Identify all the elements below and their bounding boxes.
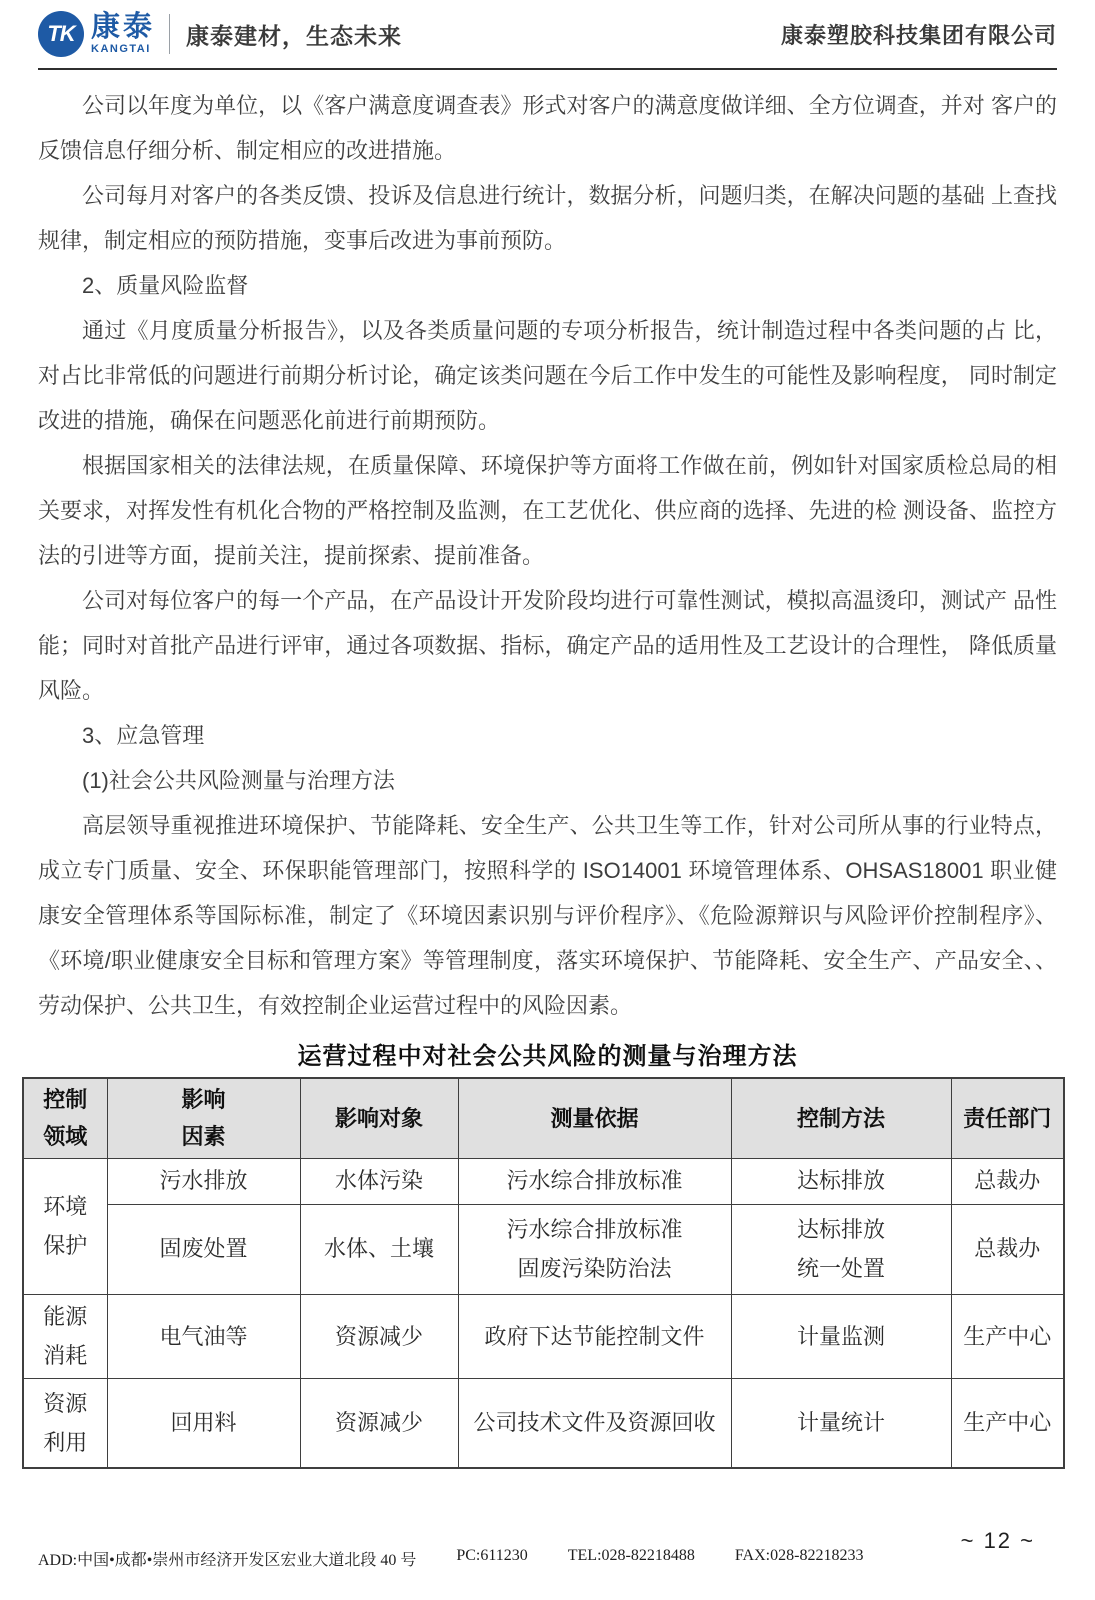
table-title: 运营过程中对社会公共风险的测量与治理方法 — [297, 1043, 798, 1070]
cell-method: 计量统计 — [731, 1378, 951, 1468]
cell-domain-energy: 能源 消耗 — [23, 1294, 107, 1378]
col-header-control-domain: 控制 领域 — [23, 1078, 107, 1158]
table-row — [23, 1378, 1064, 1468]
section-heading-emergency: 3、应急管理 — [82, 723, 205, 748]
footer-tel: TEL:028-82218488 — [567, 1547, 695, 1564]
page-number: ~ 12 ~ — [960, 1528, 1035, 1553]
cell-method: 达标排放 统一处置 — [731, 1204, 951, 1294]
footer-address: ADD:中国•成都•崇州市经济开发区宏业大道北段 40 号 — [38, 1552, 417, 1569]
cell-dept: 总裁办 — [951, 1158, 1064, 1204]
logo-name-cn: 康泰 — [91, 11, 156, 43]
paragraph: 高层领导重视推进环境保护、节能降耗、安全生产、公共卫生等工作，针对公司所从事的行业特点，成立专门质量、安全、环保职能管理部门，按照科学的 ISO14001 环境管理体系、OHSAS18001 职业健康安全管理体系等国际标准，制定了《环境因素识别与评价程序》、《危险源辩识与风险评价控制程序》、《环境/职业健康安全目标和管理方案》等管理制度，落实环境保护、节能降耗、安全生产、产品安全、、劳动保护、公共卫生，有效控制企业运营过程中的风险因素。 — [38, 813, 1057, 1018]
company-logo — [38, 11, 155, 57]
footer-fax: FAX:028-82218233 — [734, 1547, 864, 1564]
table-row — [23, 1294, 1064, 1378]
cell-factor: 污水排放 — [107, 1158, 300, 1204]
col-header-impact-factor: 影响 因素 — [107, 1078, 300, 1158]
paragraph: 公司每月对客户的各类反馈、投诉及信息进行统计，数据分析，问题归类，在解决问题的基础 上查找规律，制定相应的预防措施，变事后改进为事前预防。 — [38, 183, 1057, 253]
col-header-impact-object: 影响对象 — [300, 1078, 458, 1158]
page-header — [0, 0, 1095, 68]
cell-object: 资源减少 — [300, 1294, 458, 1378]
cell-factor: 电气油等 — [107, 1294, 300, 1378]
cell-domain-resource: 资源 利用 — [23, 1378, 107, 1468]
footer-contact-info — [38, 1547, 863, 1570]
col-header-responsible-dept: 责任部门 — [951, 1078, 1064, 1158]
cell-basis: 公司技术文件及资源回收 — [458, 1378, 731, 1468]
cell-domain-environment: 环境 保护 — [23, 1158, 107, 1294]
paragraph: 公司以年度为单位，以《客户满意度调查表》形式对客户的满意度做详细、全方位调查，并对 客户的反馈信息仔细分析、制定相应的改进措施。 — [38, 93, 1057, 163]
paragraph: 通过《月度质量分析报告》，以及各类质量问题的专项分析报告，统计制造过程中各类问题的占 比，对占比非常低的问题进行前期分析讨论，确定该类问题在今后工作中发生的可能性及影响程度， 同时制定改进的措施，确保在问题恶化前进行前期预防。 — [38, 318, 1057, 433]
cell-object: 水体、土壤 — [300, 1204, 458, 1294]
cell-dept: 总裁办 — [951, 1204, 1064, 1294]
header-divider — [169, 14, 170, 54]
col-header-measurement-basis: 测量依据 — [458, 1078, 731, 1158]
table-header-row — [23, 1078, 1064, 1158]
cell-basis: 污水综合排放标准 固废污染防治法 — [458, 1204, 731, 1294]
table-row — [23, 1204, 1064, 1294]
cell-method: 计量监测 — [731, 1294, 951, 1378]
cell-basis: 政府下达节能控制文件 — [458, 1294, 731, 1378]
cell-factor: 固废处置 — [107, 1204, 300, 1294]
paragraph: 公司对每位客户的每一个产品，在产品设计开发阶段均进行可靠性测试，模拟高温烫印，测试产 品性能；同时对首批产品进行评审，通过各项数据、指标，确定产品的适用性及工艺设计的合理性， 降低质量风险。 — [38, 588, 1057, 703]
cell-method: 达标排放 — [731, 1158, 951, 1204]
logo-monogram: TK — [47, 21, 75, 46]
logo-tk-icon — [38, 11, 84, 57]
cell-factor: 回用料 — [107, 1378, 300, 1468]
cell-object: 水体污染 — [300, 1158, 458, 1204]
risk-measurement-table — [22, 1077, 1065, 1469]
footer-postcode: PC:611230 — [456, 1547, 528, 1564]
col-header-control-method: 控制方法 — [731, 1078, 951, 1158]
cell-dept: 生产中心 — [951, 1378, 1064, 1468]
company-tagline: 康泰建材，生态未来 — [186, 22, 403, 49]
cell-object: 资源减少 — [300, 1378, 458, 1468]
paragraph: 根据国家相关的法律法规，在质量保障、环境保护等方面将工作做在前，例如针对国家质检总局的相关要求，对挥发性有机化合物的严格控制及监测，在工艺优化、供应商的选择、先进的检 测设备、监控方法的引进等方面，提前关注，提前探索、提前准备。 — [38, 453, 1057, 568]
cell-basis: 污水综合排放标准 — [458, 1158, 731, 1204]
section-heading-quality-risk: 2、质量风险监督 — [82, 273, 249, 298]
cell-dept: 生产中心 — [951, 1294, 1064, 1378]
table-row — [23, 1158, 1064, 1204]
subsection-heading-public-risk: (1)社会公共风险测量与治理方法 — [82, 768, 395, 793]
document-body — [0, 70, 1095, 1469]
company-name: 康泰塑胶科技集团有限公司 — [780, 22, 1057, 48]
logo-wordmark — [91, 13, 155, 55]
logo-name-en: KANGTAI — [91, 43, 151, 55]
